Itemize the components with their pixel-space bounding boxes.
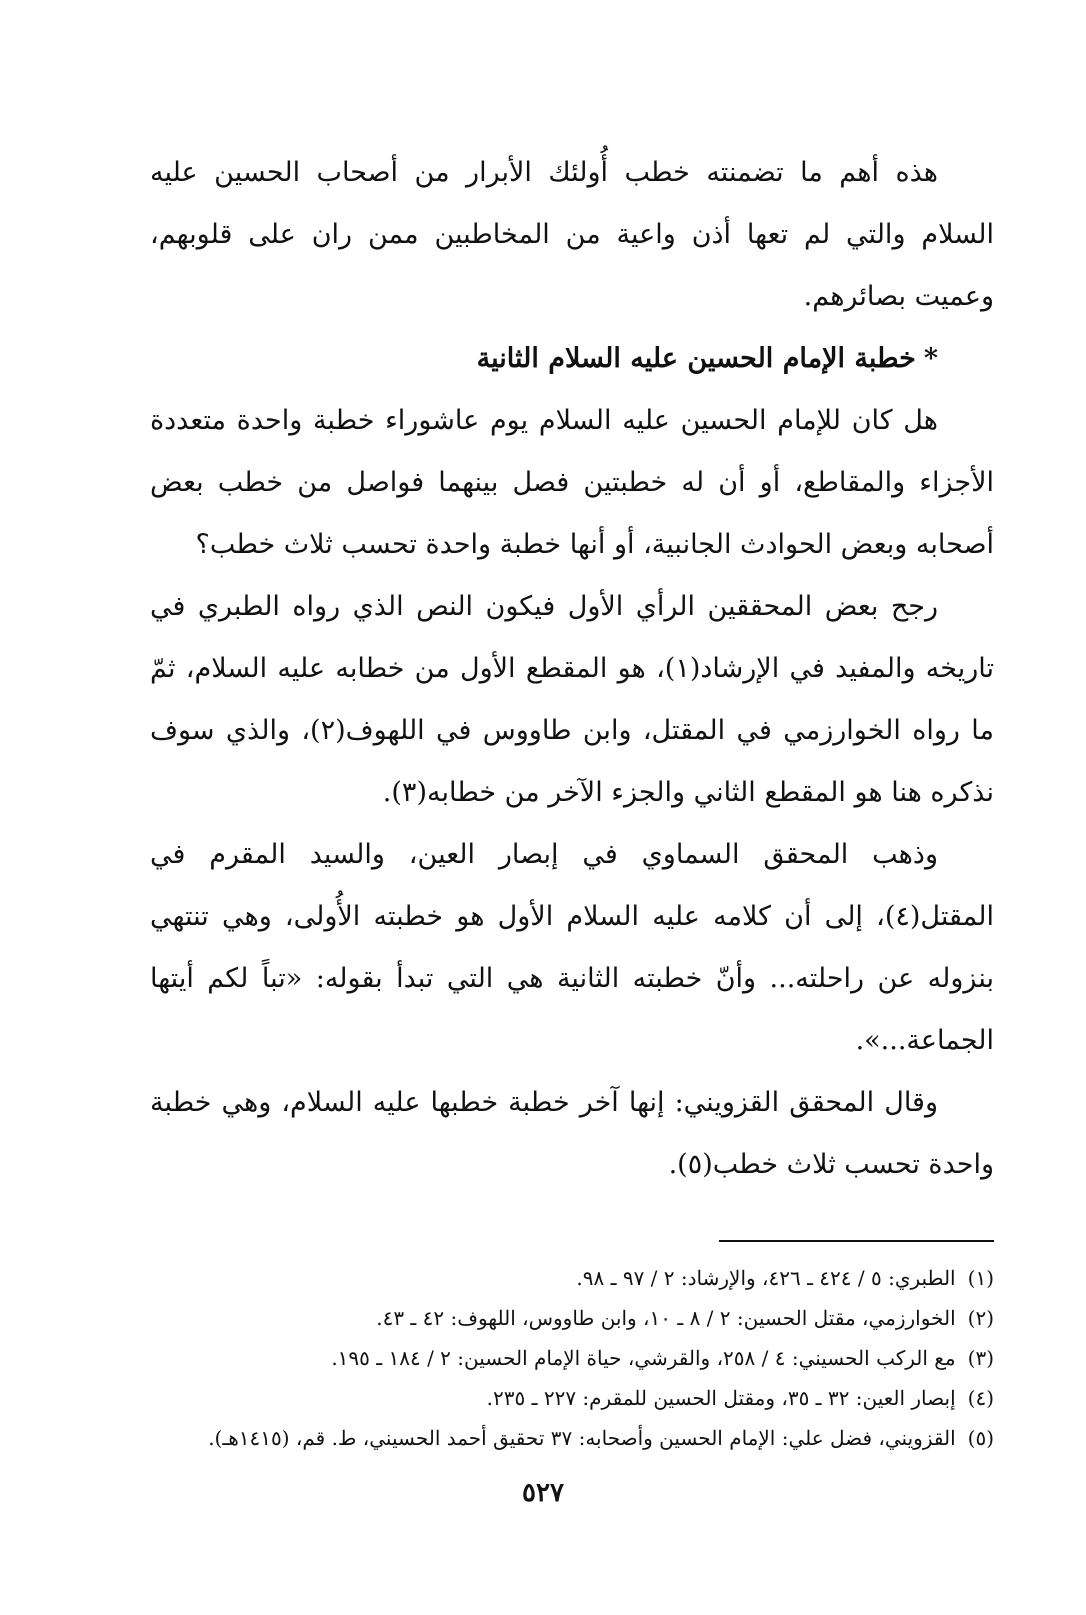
footnote-divider <box>719 1240 994 1242</box>
footnote-text: إبصار العين: ٣٢ ـ ٣٥، ومقتل الحسين للمقرم: ٢٢٧ ـ ٢٣٥. <box>486 1386 956 1410</box>
footnote-number: (٥) <box>967 1426 994 1450</box>
paragraph-2: هل كان للإمام الحسين عليه السلام يوم عاشوراء خطبة واحدة متعددة الأجزاء والمقاطع، أو أن له خطبتين فصل بينهما فواصل من خطب بعض أصحابه وبعض الحوادث الجانبية، أو أنها خطبة واحدة تحسب ثلاث خطب؟ <box>150 405 994 560</box>
footnote-text: مع الركب الحسيني: ٤ / ٢٥٨، والقرشي، حياة الإمام الحسين: ٢ / ١٨٤ ـ ١٩٥. <box>331 1346 956 1370</box>
footnote-2 <box>150 1298 994 1338</box>
footnote-1 <box>150 1258 994 1298</box>
footnote-number: (٣) <box>967 1346 994 1370</box>
paragraph-5: وقال المحقق القزويني: إنها آخر خطبة خطبها عليه السلام، وهي خطبة واحدة تحسب ثلاث خطب(٥). <box>150 1087 994 1180</box>
footnotes <box>150 1258 994 1458</box>
footnote-text: الخوارزمي، مقتل الحسين: ٢ / ٨ ـ ١٠، وابن طاووس، اللهوف: ٤٢ ـ ٤٣. <box>376 1306 956 1330</box>
footnote-text: الطبري: ٥ / ٤٢٤ ـ ٤٢٦، والإرشاد: ٢ / ٩٧ ـ ٩٨. <box>576 1266 956 1290</box>
footnote-text: القزويني، فضل علي: الإمام الحسين وأصحابه: ٣٧ تحقيق أحمد الحسيني، ط. قم، (١٤١٥هـ). <box>208 1426 956 1450</box>
footnote-number: (١) <box>967 1266 994 1290</box>
heading-star-icon: * <box>923 343 938 374</box>
footnote-number: (٢) <box>967 1306 994 1330</box>
section-heading-text: خطبة الإمام الحسين عليه السلام الثانية <box>476 343 916 374</box>
page-number: ٥٢٧ <box>522 1478 564 1508</box>
paragraph-3: رجح بعض المحققين الرأي الأول فيكون النص الذي رواه الطبري في تاريخه والمفيد في الإرشاد(١)، هو المقطع الأول من خطابه عليه السلام، ثمّ ما رواه الخوارزمي في المقتل، وابن طاووس في اللهوف(٢)، والذي سوف نذكره هنا هو المقطع الثاني والجزء الآخر من خطابه(٣). <box>150 591 995 808</box>
footnote-number: (٤) <box>967 1386 994 1410</box>
footnote-5 <box>150 1418 994 1458</box>
body-text <box>150 142 994 1196</box>
paragraph-1: هذه أهم ما تضمنته خطب أُولئك الأبرار من أصحاب الحسين عليه السلام والتي لم تعها أذن واعية من المخاطبين ممن ران على قلوبهم، وعميت بصائرهم. <box>150 157 994 312</box>
paragraph-4: وذهب المحقق السماوي في إبصار العين، والسيد المقرم في المقتل(٤)، إلى أن كلامه عليه السلام الأول هو خطبته الأُولى، وهي تنتهي بنزوله عن راحلته... وأنّ خطبته الثانية هي التي تبدأ بقوله: «تباً لكم أيتها الجماعة...». <box>150 839 994 1056</box>
footnote-3 <box>150 1338 994 1378</box>
footnote-4 <box>150 1378 994 1418</box>
section-heading <box>150 328 994 390</box>
